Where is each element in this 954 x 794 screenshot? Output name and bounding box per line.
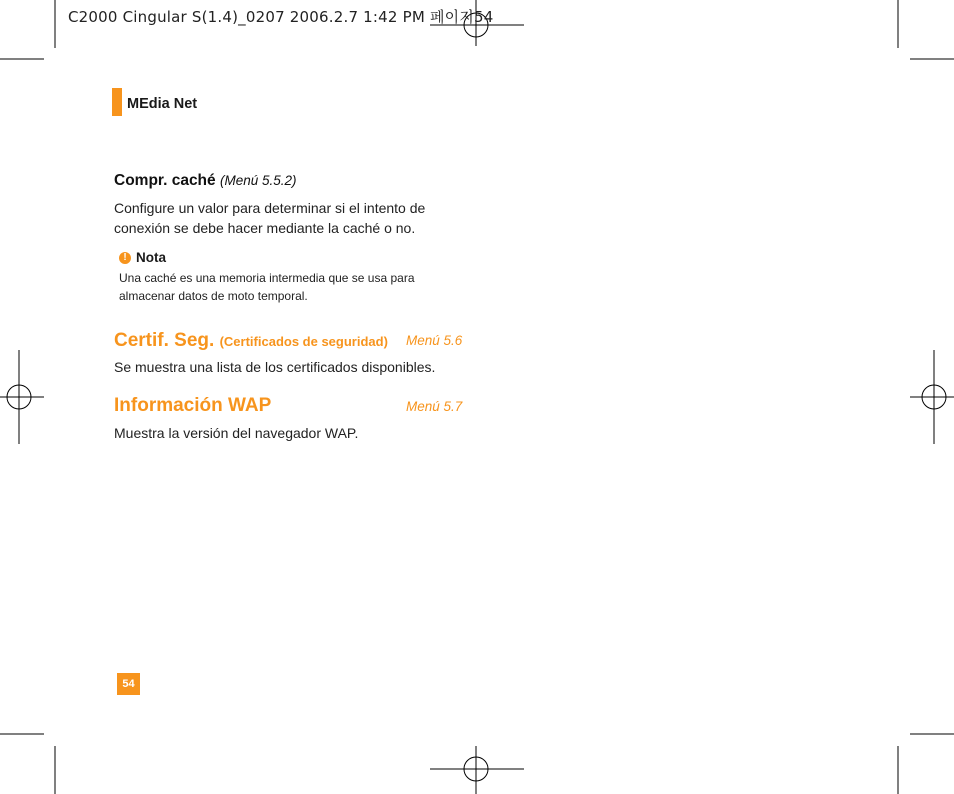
compr-menu-ref: (Menú 5.5.2): [219, 173, 297, 188]
note-header: [119, 250, 166, 265]
certif-description: Se muestra una lista de los certificados disponibles.: [114, 359, 436, 375]
wap-menu-ref: Menú 5.7: [406, 399, 463, 414]
certif-menu-ref: Menú 5.6: [406, 333, 463, 348]
note-line-1: Una caché es una memoria intermedia que se usa para: [119, 271, 415, 285]
note-line-2: almacenar datos de moto temporal.: [119, 289, 308, 303]
certif-subtitle: (Certificados de seguridad): [219, 334, 388, 349]
note-title: Nota: [136, 250, 166, 265]
compr-title: Compr. caché: [114, 172, 216, 189]
wap-description: Muestra la versión del navegador WAP.: [114, 425, 359, 441]
note-body: [119, 269, 415, 305]
wap-heading: Información WAP: [114, 395, 272, 416]
warning-icon: !: [119, 252, 131, 264]
section-accent-bar: [112, 88, 122, 116]
compr-description: [114, 198, 425, 238]
compr-line-2: conexión se debe hacer mediante la caché o no.: [114, 220, 416, 236]
compr-heading: [114, 172, 297, 190]
page-number: 54: [117, 673, 140, 695]
certif-title: Certif. Seg.: [114, 330, 215, 351]
section-title: MEdia Net: [127, 96, 198, 112]
compr-line-1: Configure un valor para determinar si el intento de: [114, 200, 426, 216]
print-header: C2000 Cingular S(1.4)_0207 2006.2.7 1:42 PM 페이지54: [68, 8, 494, 26]
certif-heading: [114, 330, 388, 352]
